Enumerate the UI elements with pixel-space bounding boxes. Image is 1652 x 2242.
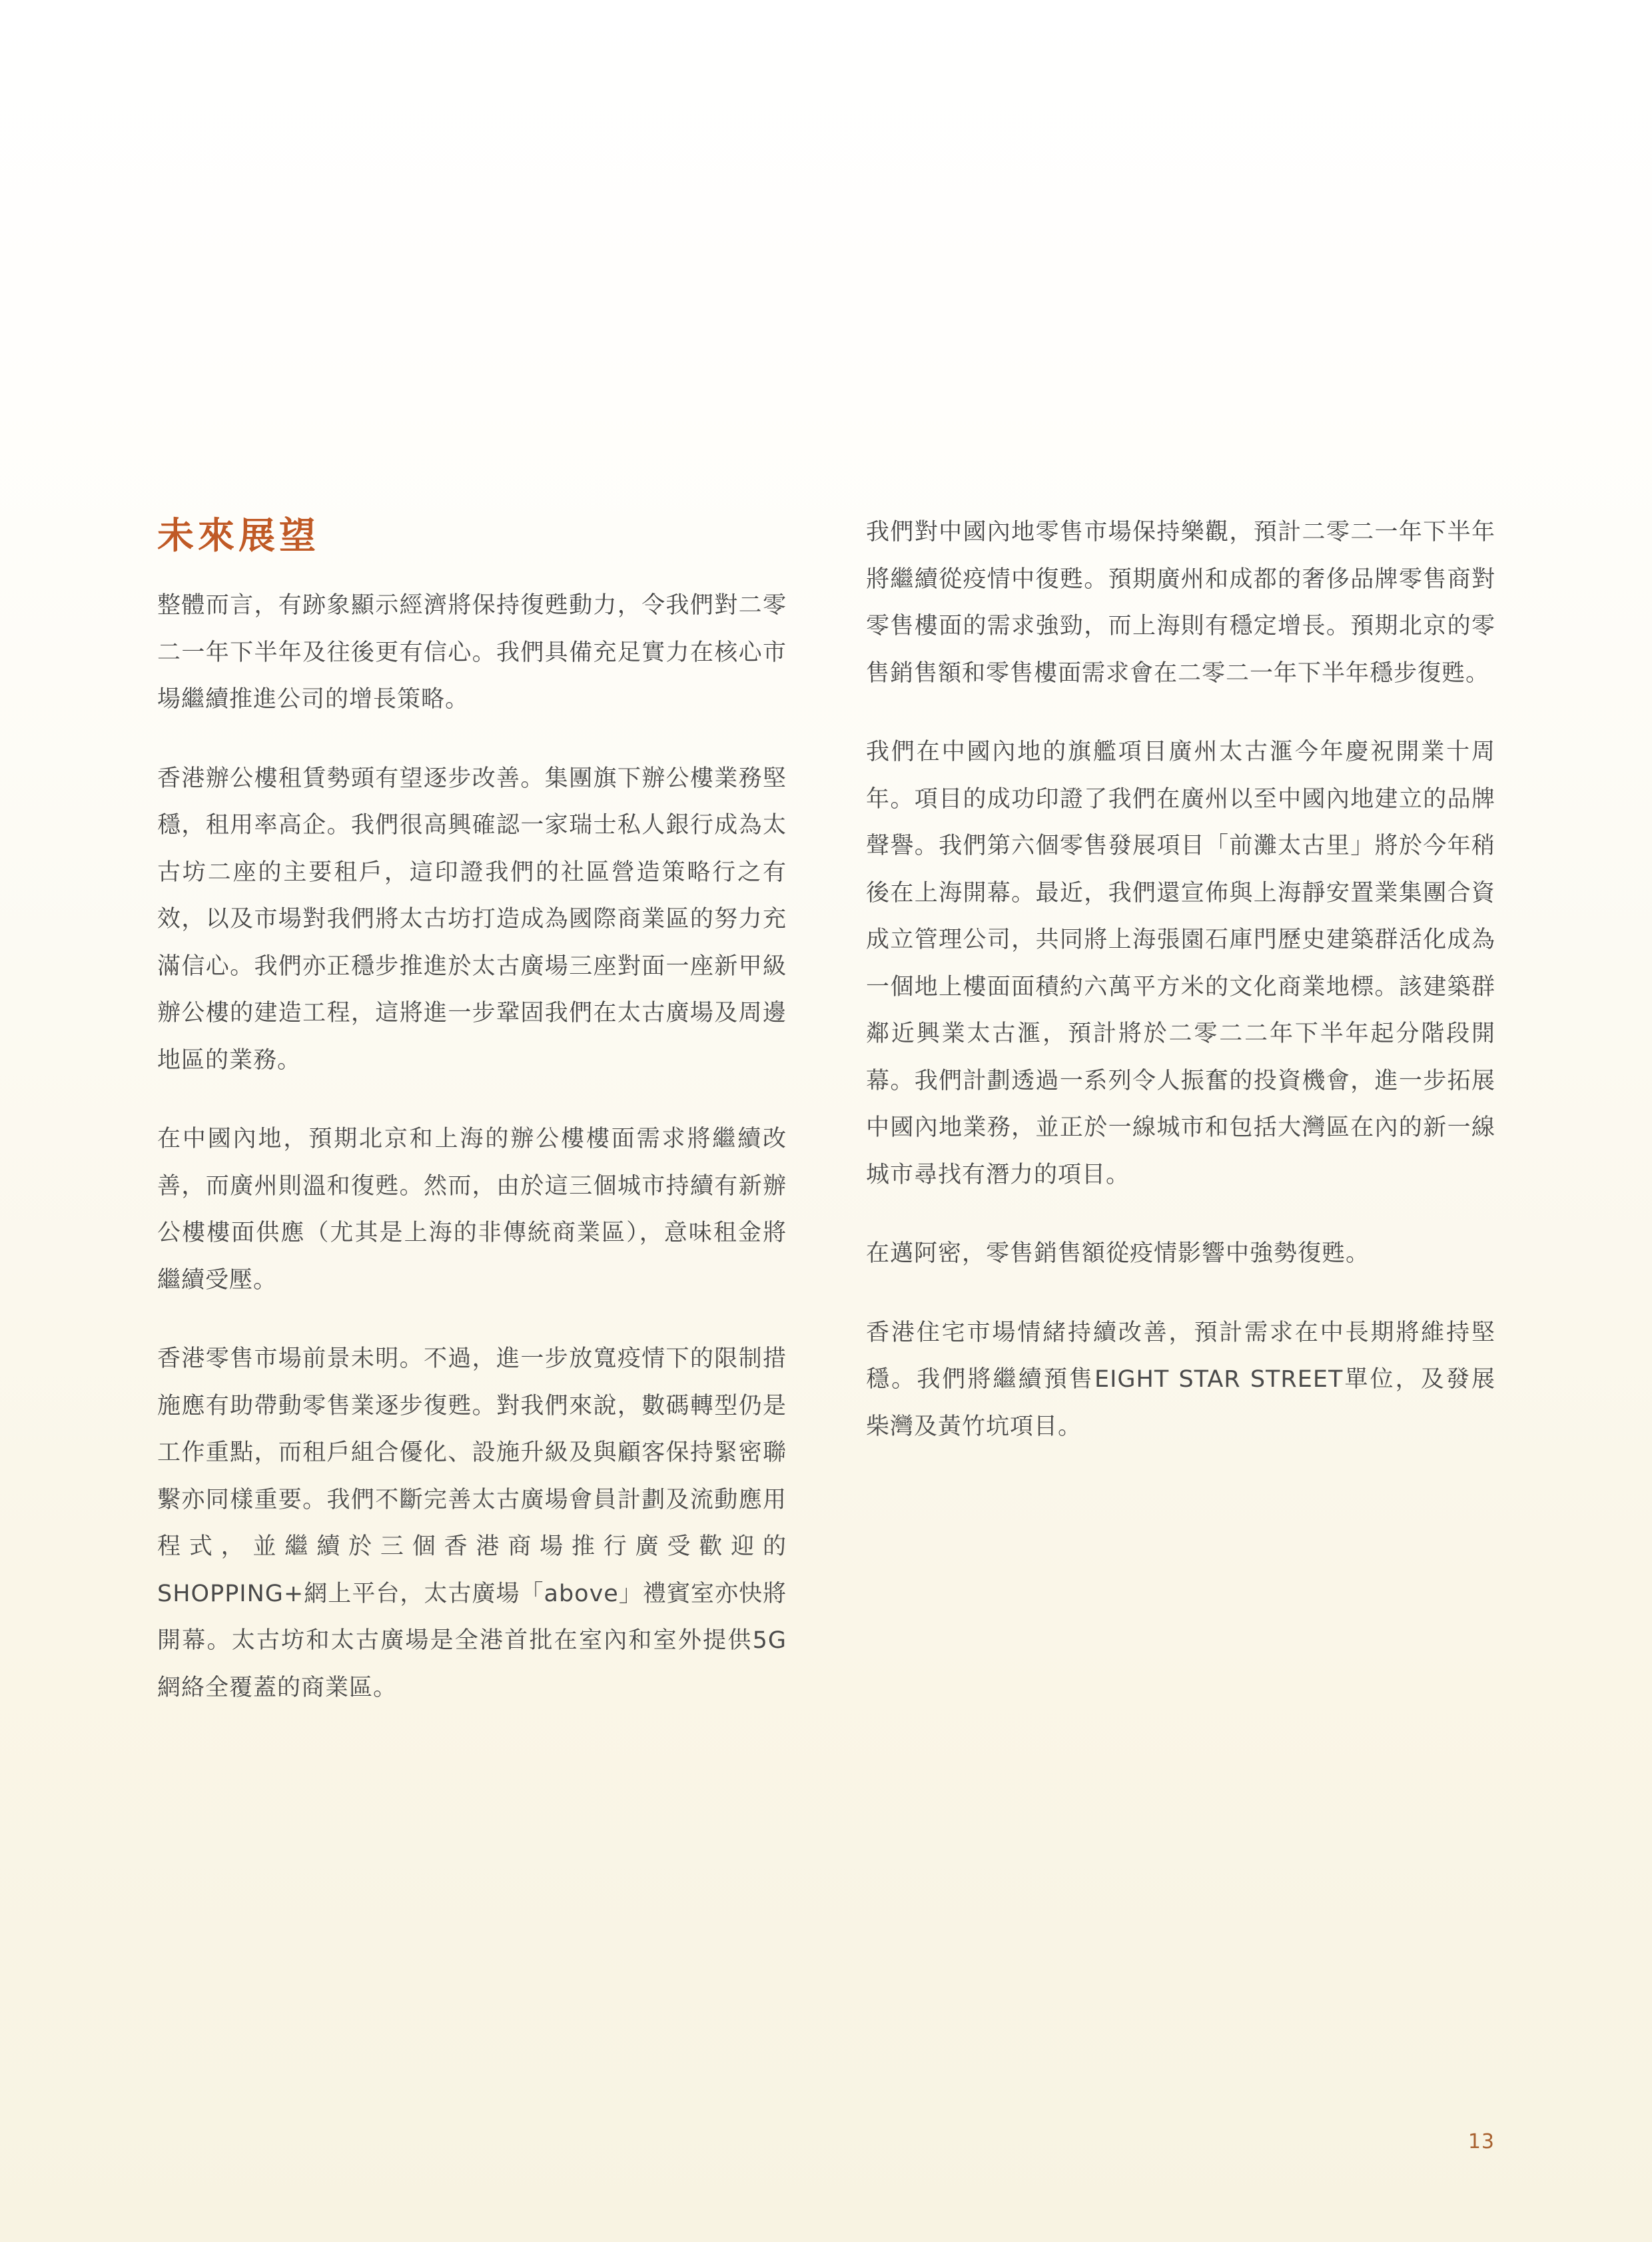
paragraph-hk-retail: 香港零售市場前景未明。不過，進一步放寬疫情下的限制措施應有助帶動零售業逐步復甦。對我們來說，數碼轉型仍是工作重點，而租戶組合優化、設施升級及與顧客保持緊密聯繫亦同樣重要。我們不斷完善太古廣場會員計劃及流動應用程式，並繼續於三個香港商場推行廣受歡迎的SHOPPING+網上平台，太古廣場「above」禮賓室亦快將開幕。太古坊和太古廣場是全港首批在室內和室外提供5G網絡全覆蓋的商業區。 bbox=[157, 1345, 787, 1701]
left-column bbox=[157, 509, 787, 1743]
paragraph-miami: 在邁阿密，零售銷售額從疫情影響中強勢復甦。 bbox=[866, 1240, 1370, 1267]
paragraph-hk-office: 香港辦公樓租賃勢頭有望逐步改善。集團旗下辦公樓業務堅穩，租用率高企。我們很高興確認一家瑞士私人銀行成為太古坊二座的主要租戶，這印證我們的社區營造策略行之有效，以及市場對我們將太古坊打造成為國際商業區的努力充滿信心。我們亦正穩步推進於太古廣場三座對面一座新甲級辦公樓的建造工程，這將進一步鞏固我們在太古廣場及周邊地區的業務。 bbox=[157, 765, 787, 1074]
right-column bbox=[866, 509, 1495, 1482]
paragraph-taikoo-hui: 我們在中國內地的旗艦項目廣州太古滙今年慶祝開業十周年。項目的成功印證了我們在廣州以至中國內地建立的品牌聲譽。我們第六個零售發展項目「前灘太古里」將於今年稍後在上海開幕。最近，我們還宣佈與上海靜安置業集團合資成立管理公司，共同將上海張園石庫門歷史建築群活化成為一個地上樓面面積約六萬平方米的文化商業地標。該建築群鄰近興業太古滙，預計將於二零二二年下半年起分階段開幕。我們計劃透過一系列令人振奮的投資機會，進一步拓展中國內地業務，並正於一線城市和包括大灣區在內的新一線城市尋找有潛力的項目。 bbox=[866, 739, 1495, 1188]
page-number: 13 bbox=[1467, 2130, 1495, 2153]
paragraph-hk-residential: 香港住宅市場情緒持續改善，預計需求在中長期將維持堅穩。我們將繼續預售EIGHT STAR STREET單位，及發展柴灣及黃竹坑項目。 bbox=[866, 1319, 1495, 1440]
paragraph-overview: 整體而言，有跡象顯示經濟將保持復甦動力，令我們對二零二一年下半年及往後更有信心。我們具備充足實力在核心市場繼續推進公司的增長策略。 bbox=[157, 592, 787, 713]
paragraph-mainland-retail: 我們對中國內地零售市場保持樂觀，預計二零二一年下半年將繼續從疫情中復甦。預期廣州和成都的奢侈品牌零售商對零售樓面的需求強勁，而上海則有穩定增長。預期北京的零售銷售額和零售樓面需求會在二零二一年下半年穩步復甦。 bbox=[866, 519, 1495, 687]
section-heading: 未來展望 bbox=[157, 514, 320, 557]
paragraph-mainland-office: 在中國內地，預期北京和上海的辦公樓樓面需求將繼續改善，而廣州則溫和復甦。然而，由於這三個城市持續有新辦公樓樓面供應（尤其是上海的非傳統商業區），意味租金將繼續受壓。 bbox=[157, 1126, 787, 1294]
